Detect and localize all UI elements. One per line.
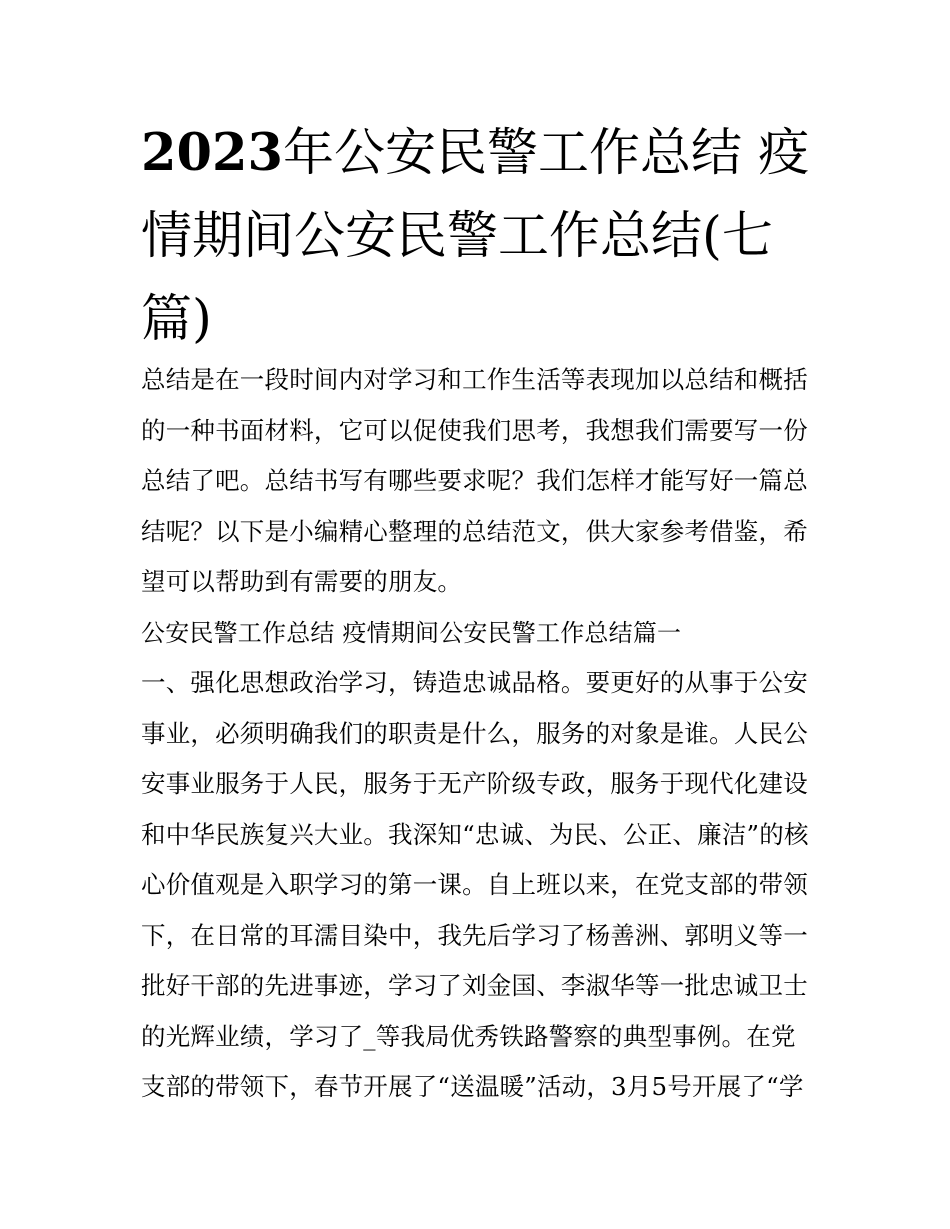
body-paragraph: 一、强化思想政治学习，铸造忠诚品格。要更好的从事于公安事业，必须明确我们的职责是什么，服务的对象是谁。人民公安事业服务于人民，服务于无产阶级专政，服务于现代化建设和中华民族复兴大业。我深知“忠诚、为民、公正、廉洁”的核心价值观是入职学习的第一课。自上班以来，在党支部的带领下，在日常的耳濡目染中，我先后学习了杨善洲、郭明义等一批好干部的先进事迹，学习了刘金国、李淑华等一批忠诚卫士的光辉业绩，学习了_等我局优秀铁路警察的典型事例。在党支部的带领下，春节开展了“送温暖”活动，3月5号开展了“学 bbox=[141, 668, 809, 1101]
title-year: 2023 bbox=[141, 123, 283, 183]
document-title bbox=[141, 112, 821, 361]
document-body bbox=[141, 355, 817, 1113]
title-text: 年公安民警工作总结 疫情期间公安民警工作总结(七篇) bbox=[141, 124, 810, 349]
section-heading: 公安民警工作总结 疫情期间公安民警工作总结篇一 bbox=[141, 618, 682, 647]
intro-paragraph: 总结是在一段时间内对学习和工作生活等表现加以总结和概括的一种书面材料，它可以促使我们思考，我想我们需要写一份总结了吧。总结书写有哪些要求呢？我们怎样才能写好一篇总结呢？以下是小编精心整理的总结范文，供大家参考借鉴，希望可以帮助到有需要的朋友。 bbox=[141, 365, 808, 596]
